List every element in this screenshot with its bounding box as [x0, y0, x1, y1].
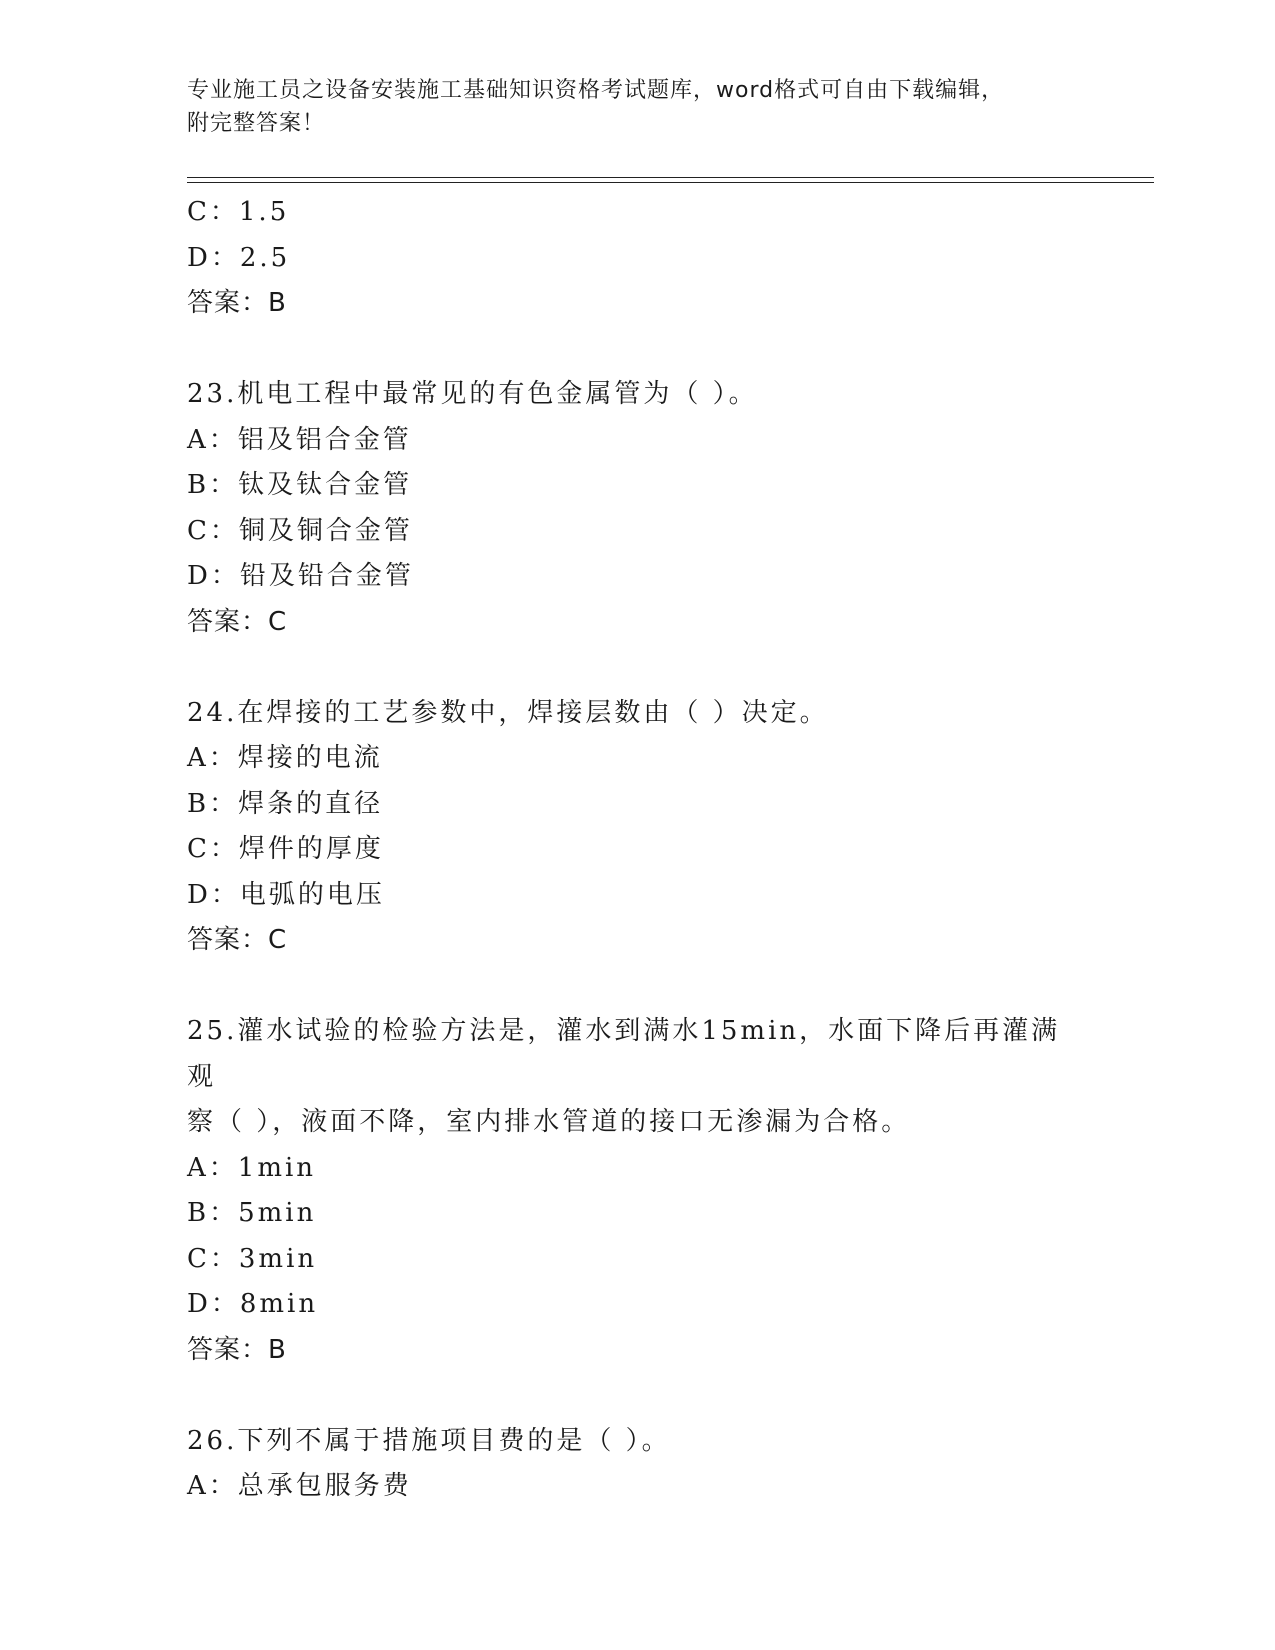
- q24-option-b: B：焊条的直径: [187, 788, 384, 819]
- q23-stem: 23.机电工程中最常见的有色金属管为（ ）。: [187, 379, 758, 409]
- q24-stem: 24.在焊接的工艺参数中，焊接层数由（ ）决定。: [187, 697, 829, 728]
- q25-option-d: D：8min: [187, 1289, 319, 1319]
- header-line-2: 附完整答案！: [187, 111, 326, 136]
- q23-option-c: C：铜及铜合金管: [187, 515, 413, 546]
- q25-option-a: A：1min: [187, 1152, 317, 1183]
- q22-answer: 答案：B: [187, 288, 287, 318]
- q25-stem-line-1: 25.灌水试验的检验方法是，灌水到满水15min，水面下降后再灌满观: [187, 1016, 1061, 1092]
- spacer: [187, 327, 1087, 373]
- q25-stem-line-2: 察（ ），液面不降，室内排水管道的接口无渗漏为合格。: [187, 1107, 911, 1137]
- q24-option-c: C：焊件的厚度: [187, 834, 384, 864]
- q24-option-a: A：焊接的电流: [187, 743, 383, 773]
- q23-answer: 答案：C: [187, 606, 288, 637]
- header-line-1: 专业施工员之设备安装施工基础知识资格考试题库，word格式可自由下载编辑，: [187, 78, 1005, 103]
- document-header: [187, 74, 1087, 140]
- q25-option-b: B：5min: [187, 1198, 317, 1228]
- q25-answer: 答案：B: [187, 1334, 287, 1365]
- header-divider-top: [187, 177, 1154, 178]
- q25-option-c: C：3min: [187, 1243, 318, 1274]
- header-divider-bottom: [187, 182, 1154, 183]
- q22-option-c: C：1.5: [187, 197, 290, 227]
- q23-option-b: B：钛及钛合金管: [187, 470, 413, 500]
- question-list: [187, 190, 1087, 1510]
- q22-option-d: D：2.5: [187, 242, 291, 273]
- spacer: [187, 645, 1087, 691]
- q24-answer: 答案：C: [187, 925, 288, 955]
- q23-option-a: A：铝及铝合金管: [187, 424, 412, 455]
- q24-option-d: D：电弧的电压: [187, 879, 385, 910]
- q26-option-a: A：总承包服务费: [187, 1471, 412, 1501]
- q23-option-d: D：铅及铅合金管: [187, 561, 414, 591]
- spacer: [187, 964, 1087, 1010]
- spacer: [187, 1373, 1087, 1419]
- q26-stem: 26.下列不属于措施项目费的是（ ）。: [187, 1425, 671, 1456]
